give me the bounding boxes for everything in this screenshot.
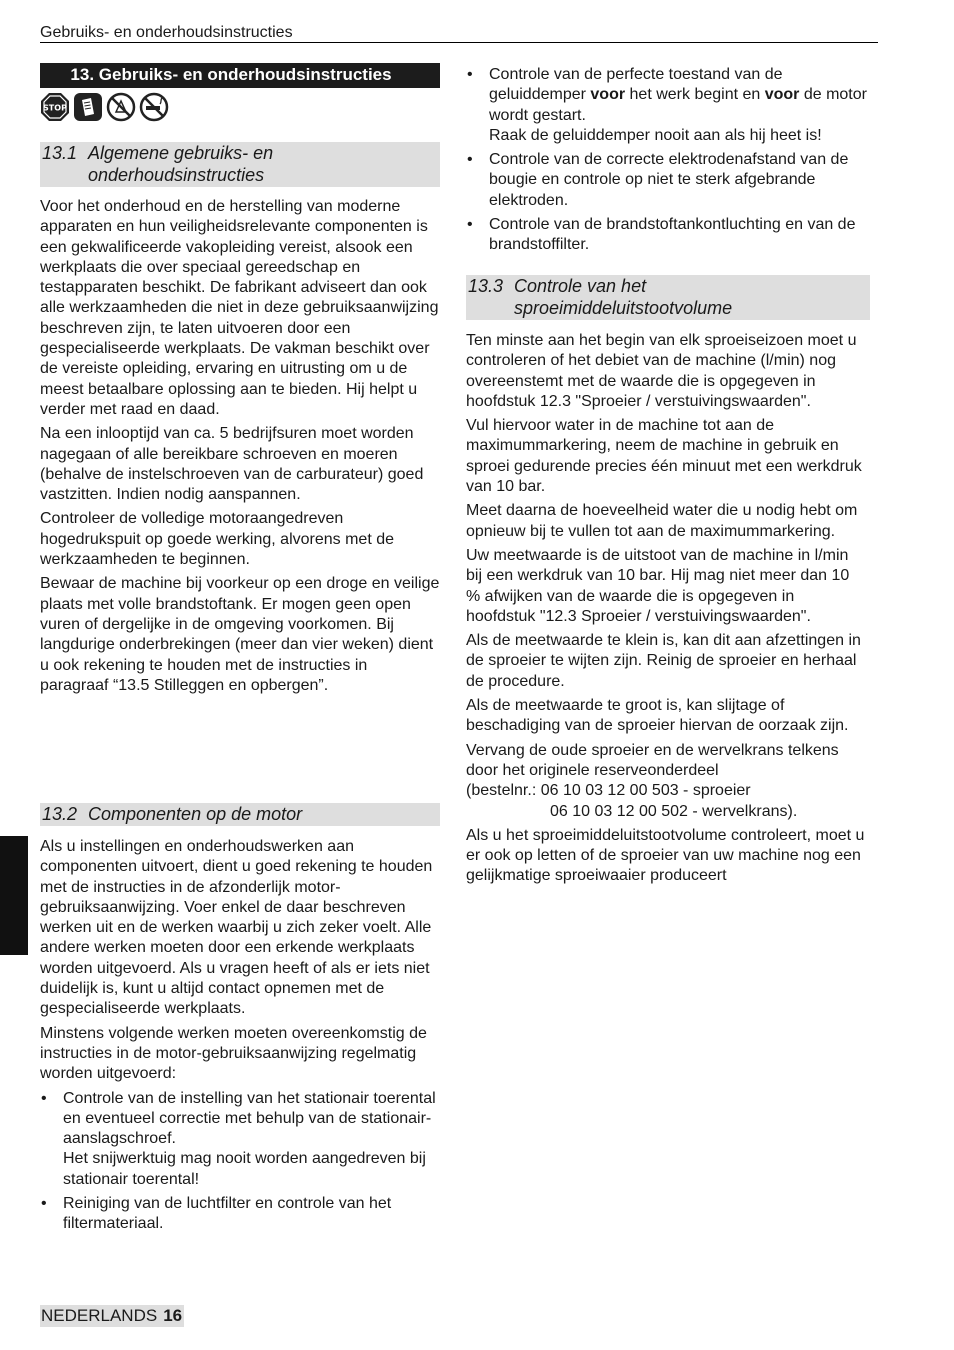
section-title-line2: sproeimiddeluitstootvolume	[514, 298, 733, 318]
section-13-3-body	[466, 331, 866, 891]
section-13-2-continued	[466, 65, 870, 260]
side-tab-marker	[0, 836, 28, 955]
section-title-line1: Controle van het	[514, 276, 647, 296]
list-item-note: Raak de geluiddemper nooit aan als hij heet is!	[489, 126, 822, 144]
paragraph	[466, 741, 866, 822]
list-item-text: Controle van de perfecte toestand van de geluiddemper	[489, 66, 783, 104]
section-number: 13.1	[42, 143, 78, 163]
svg-text:STOP: STOP	[43, 103, 67, 113]
running-head: Gebruiks- en onderhoudsinstructies	[40, 24, 293, 41]
list-item-text: Controle van de instelling van het stationair toerental en eventueel correctie met behulp van de stationair-aanslagschroef.	[63, 1089, 436, 1148]
paragraph: Vul hiervoor water in de machine tot aan de maximummarkering, neem de machine in gebruik en sproei gedurende precies één minuut met een werkdruk van 10 bar.	[466, 417, 862, 496]
emphasis: voor	[590, 86, 626, 104]
page-number: 16	[163, 1306, 183, 1325]
section-number: 13.2	[42, 804, 78, 824]
replace-instruction: Vervang de oude sproeier en de wervelkrans telkens door het originele reserveonderdeel	[466, 741, 839, 779]
warning-icons	[40, 92, 169, 122]
paragraph: Controleer de volledige motoraangedreven hogedrukspuit op goede werking, alvorens met de werkzaamheden te beginnen.	[40, 510, 394, 569]
emphasis: voor	[764, 86, 800, 104]
part-numbers	[466, 781, 866, 822]
section-title: Componenten op de motor	[88, 804, 303, 824]
list-item	[40, 1194, 440, 1235]
read-manual-icon	[73, 92, 103, 122]
list-item-text: de motor wordt gestart.	[489, 86, 867, 124]
page-footer	[40, 1305, 184, 1327]
paragraph: Uw meetwaarde is de uitstoot van de machine in l/min bij een werkdruk van 10 bar. Hij mag niet meer dan 10 % afwijken van de waarde die is opgegeven in hoofdstuk "12.3 Sproeier / verstuivingswaarden".	[466, 546, 850, 625]
footer-language: NEDERLANDS	[41, 1306, 158, 1325]
part-number-nozzle: (bestelnr.: 06 10 03 12 00 503 - sproeier	[466, 782, 751, 800]
list-item-note: Het snijwerktuig mag nooit worden aangedreven bij stationair toerental!	[63, 1150, 426, 1188]
list-item	[40, 1089, 440, 1190]
no-smoking-icon	[139, 92, 169, 122]
no-fuel-contact-icon	[106, 92, 136, 122]
header-rule	[40, 42, 878, 43]
section-title-line2: onderhoudsinstructies	[88, 165, 265, 185]
paragraph: Als de meetwaarde te groot is, kan slijtage of beschadiging van de sproeier hiervan de oorzaak zijn.	[466, 697, 849, 735]
paragraph: Minstens volgende werken moeten overeenkomstig de instructies in de motor-gebruiksaanwijzing regelmatig worden uitgevoerd:	[40, 1024, 427, 1083]
paragraph: Bewaar de machine bij voorkeur op een droge en veilige plaats met volle brandstoftank. Er mogen geen open vuren of dergelijke in de omgeving voorkomen. Bij langdurige onderbrekingen (meer dan vier weken) dient u ook rekening te houden met de instructies in paragraaf “13.5 Stilleggen en opbergen”.	[40, 575, 440, 694]
chapter-title-bar: 13. Gebruiks- en onderhoudsinstructies	[40, 63, 440, 88]
list-item: • Controle van de correcte elektrodenafstand van de bougie en controle op niet te sterk afgebrande elektroden.	[466, 150, 870, 211]
paragraph: Ten minste aan het begin van elk sproeiseizoen moet u controleren of het debiet van de machine (l/min) nog overeenstemt met de waarde die is opgegeven in hoofdstuk 12.3 "Sproeier / verstuivingswaarden".	[466, 332, 857, 410]
list-item	[466, 65, 870, 146]
section-13-1-body	[40, 197, 440, 700]
maintenance-list-continued	[466, 65, 870, 256]
section-13-2-body	[40, 837, 440, 1239]
section-heading-13-2	[40, 803, 440, 826]
stop-icon	[40, 92, 70, 122]
maintenance-list	[40, 1089, 440, 1235]
list-item-text: Reiniging van de luchtfilter en controle van het filtermateriaal.	[63, 1195, 392, 1233]
section-heading-13-3	[466, 275, 870, 320]
section-title-line1: Algemene gebruiks- en	[88, 143, 274, 163]
paragraph: Voor het onderhoud en de herstelling van moderne apparaten en hun veiligheidsrelevante componenten is een gekwalificeerde vakopleiding vereist, alsook een werkplaats die over speciaal gereedschap en testapparaten beschikt. De fabrikant adviseert dan ook alle werkzaamheden die niet in deze gebruiksaanwijzing beschreven zijn, te laten uitvoeren door een gespecialiseerde werkplaats. De vakman beschikt over de vereiste opleiding, ervaring en uitrusting om u de meest betaalbare oplossing aan te bieden. Hij helpt u verder met raad en daad.	[40, 198, 439, 418]
part-number-swirl-ring: 06 10 03 12 00 502 - wervelkrans).	[550, 802, 798, 820]
section-heading-13-1	[40, 142, 440, 187]
section-number: 13.3	[468, 276, 504, 296]
paragraph: Als u instellingen en onderhoudswerken aan componenten uitvoert, dient u goed rekening te houden met de instructies in de afzonderlijk motor-gebruiksaanwijzing. Voer enkel de daar beschreven werken uit en de werken waarbij u zich zeker voelt. Alle andere werken moeten door een erkende werkplaats worden uitgevoerd. Als u vragen heeft of als er iets niet duidelijk is, kunt u altijd contact opnemen met de gespecialiseerde werkplaats.	[40, 838, 433, 1018]
list-item: • Controle van de brandstoftankontluchting en van de brandstoffilter.	[466, 215, 870, 256]
paragraph: Meet daarna de hoeveelheid water die u nodig hebt om opnieuw bij te vullen tot aan de maximummarkering.	[466, 502, 858, 540]
paragraph: Als u het sproeimiddeluitstootvolume controleert, moet u er ook op letten of de sproeier van uw machine nog een gelijkmatige sproeiwaaier produceert	[466, 826, 865, 885]
list-item-text: het werk begint en	[625, 86, 765, 104]
paragraph: Als de meetwaarde te klein is, kan dit aan afzettingen in de sproeier te wijten zijn. Reinig de sproeier en herhaal de procedure.	[466, 632, 861, 690]
paragraph: Na een inlooptijd van ca. 5 bedrijfsuren moet worden nagegaan of alle bereikbare schroeven en moeren (behalve de instelschroeven van de carburateur) goed vastzitten. Indien nodig aanspannen.	[40, 425, 424, 504]
